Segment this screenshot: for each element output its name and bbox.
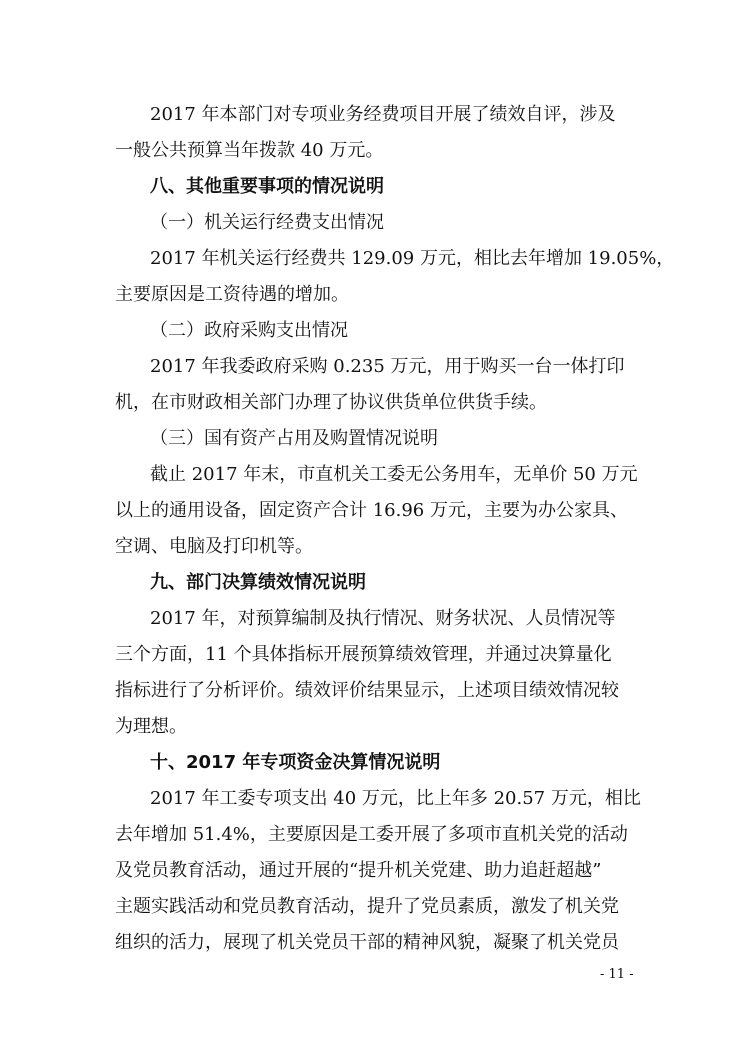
- paragraph-line: 组织的活力，展现了机关党员干部的精神风貌，凝聚了机关党员: [115, 932, 619, 953]
- paragraph-line: 以上的通用设备，固定资产合计 16.96 万元，主要为办公家具、: [115, 500, 628, 521]
- paragraph-line: 2017 年机关运行经费共 129.09 万元，相比去年增加 19.05%，: [150, 248, 675, 269]
- paragraph-line: 为理想。: [115, 716, 187, 737]
- paragraph-line: 空调、电脑及打印机等。: [115, 536, 313, 557]
- section-heading: 十、2017 年专项资金决算情况说明: [150, 752, 441, 773]
- subsection-heading: （三）国有资产占用及购置情况说明: [150, 428, 438, 449]
- paragraph-line: 指标进行了分析评价。绩效评价结果显示，上述项目绩效情况较: [115, 680, 619, 701]
- section-heading: 九、部门决算绩效情况说明: [150, 572, 366, 593]
- paragraph-line: 一般公共预算当年拨款 40 万元。: [115, 140, 384, 161]
- subsection-heading: （一）机关运行经费支出情况: [150, 212, 384, 233]
- section-heading: 八、其他重要事项的情况说明: [150, 176, 384, 197]
- subsection-heading: （二）政府采购支出情况: [150, 320, 348, 341]
- paragraph-line: 2017 年工委专项支出 40 万元，比上年多 20.57 万元，相比: [150, 788, 641, 809]
- paragraph-line: 去年增加 51.4%，主要原因是工委开展了多项市直机关党的活动: [115, 824, 628, 845]
- paragraph-line: 主要原因是工资待遇的增加。: [115, 284, 349, 305]
- paragraph-line: 三个方面，11 个具体指标开展预算绩效管理，并通过决算量化: [115, 644, 612, 665]
- paragraph-line: 截止 2017 年末，市直机关工委无公务用车，无单价 50 万元: [150, 464, 638, 485]
- paragraph-line: 及党员教育活动，通过开展的“提升机关党建、助力追赶超越”: [115, 860, 602, 881]
- paragraph-line: 2017 年本部门对专项业务经费项目开展了绩效自评，涉及: [150, 104, 616, 125]
- paragraph-line: 2017 年，对预算编制及执行情况、财务状况、人员情况等: [150, 608, 616, 629]
- paragraph-line: 2017 年我委政府采购 0.235 万元，用于购买一台一体打印: [150, 356, 625, 377]
- paragraph-line: 主题实践活动和党员教育活动，提升了党员素质，激发了机关党: [115, 896, 619, 917]
- page-number: - 11 -: [600, 967, 634, 982]
- paragraph-line: 机，在市财政相关部门办理了协议供货单位供货手续。: [115, 392, 547, 413]
